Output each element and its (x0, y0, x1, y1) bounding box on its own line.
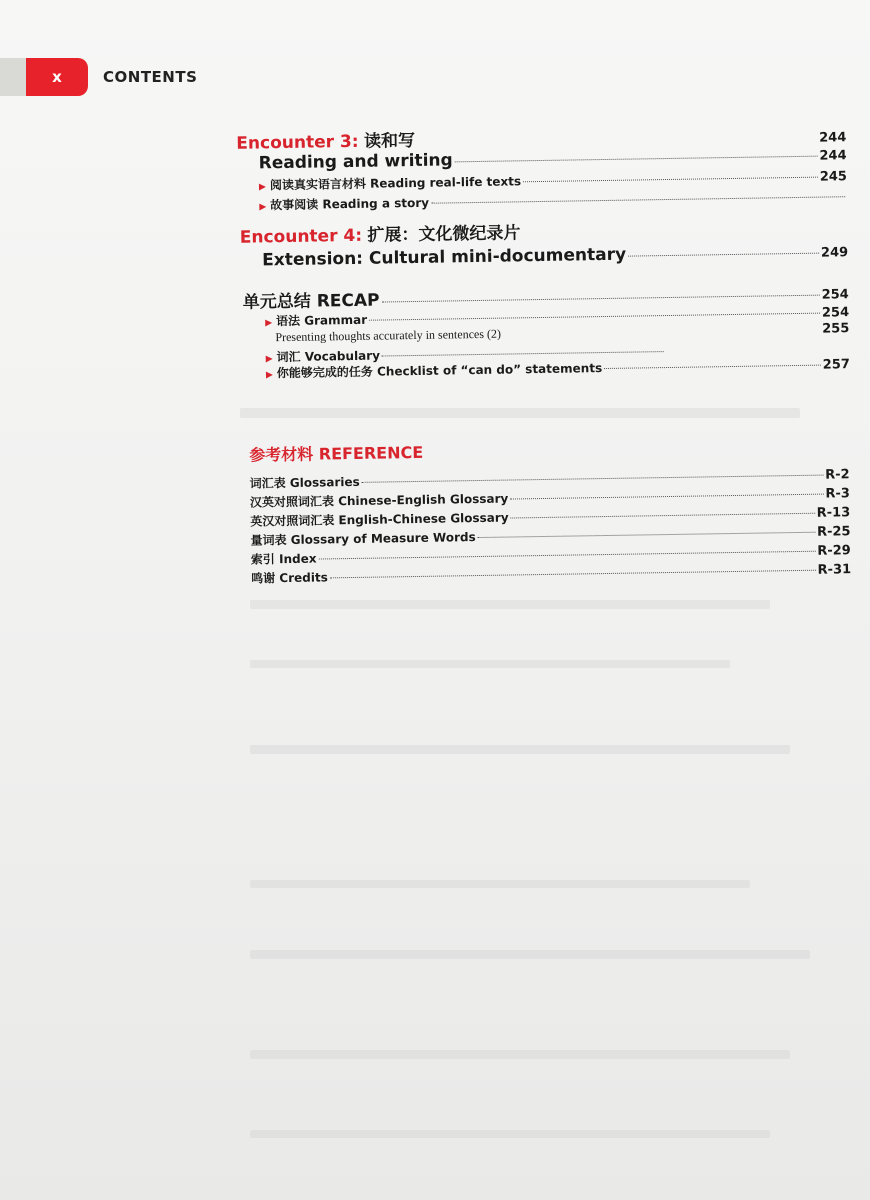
dot-leader (510, 494, 823, 500)
toc-entry-label: 索引 Index (250, 551, 317, 567)
encounter-3-title-cn: 读和写 (363, 130, 416, 152)
toc-entry-label: Reading and writing (258, 150, 453, 174)
toc-entry-label: 阅读真实语言材料 Reading real-life texts (269, 174, 522, 193)
dot-leader (382, 295, 820, 303)
toc-page-number: 244 (819, 130, 847, 146)
toc-page-number: R-13 (816, 505, 851, 521)
dot-leader (523, 177, 818, 183)
recap-heading: 单元总结 RECAP (242, 290, 380, 313)
toc-entry-label: Extension: Cultural mini-documentary (262, 244, 627, 271)
dot-leader (362, 475, 823, 483)
reference-heading: 参考材料 REFERENCE (249, 442, 424, 465)
dot-leader (604, 365, 821, 369)
toc-page-number: R-25 (816, 524, 851, 540)
toc-entry-label: Presenting thoughts accurately in sentences (2) (275, 326, 502, 345)
toc-entry-label: 量词表 Glossary of Measure Words (250, 530, 476, 548)
dot-leader (455, 156, 818, 163)
encounter-4-title-cn: 扩展：文化微纪录片 (367, 223, 521, 246)
dot-leader (511, 513, 815, 519)
page-number-tab (26, 58, 88, 96)
bullet-icon: ▶ (265, 318, 273, 329)
encounter-3-heading (236, 126, 415, 154)
toc-page-number: 255 (822, 321, 850, 337)
toc-page-number: 254 (821, 305, 850, 321)
bullet-icon: ▶ (258, 182, 267, 193)
toc-entry-label: 语法 Grammar (275, 312, 368, 329)
dot-leader (330, 570, 816, 579)
page-number: x (52, 68, 62, 86)
toc-page-number: 254 (821, 287, 849, 303)
toc-entry-label: 汉英对照词汇表 Chinese-English Glossary (249, 491, 509, 510)
toc-page-number: 249 (820, 245, 849, 261)
dot-leader (319, 551, 816, 560)
encounter-4-prefix: Encounter 4: (239, 225, 363, 248)
toc-entry-label: 英汉对照词汇表 English-Chinese Glossary (250, 510, 509, 529)
toc-page-number: R-3 (825, 486, 851, 502)
toc-page-number: 244 (819, 148, 847, 164)
dot-leader (369, 313, 820, 321)
page-header (0, 58, 300, 96)
toc-entry-label: 词汇表 Glossaries (249, 474, 360, 491)
dot-leader (628, 253, 819, 257)
toc-page-number: R-31 (817, 562, 852, 578)
section-title: CONTENTS (103, 68, 198, 86)
bullet-icon: ▶ (265, 370, 273, 381)
toc-entry-label: 故事阅读 Reading a story (270, 195, 430, 213)
encounter-3-prefix: Encounter 3: (236, 131, 359, 154)
toc-page-number: R-29 (817, 543, 851, 559)
toc-page-number: R-2 (825, 467, 850, 483)
dot-leader (382, 351, 664, 356)
dot-leader (431, 196, 845, 204)
encounter-4-heading (240, 218, 521, 247)
dot-leader (478, 532, 815, 538)
toc-page-number: 245 (819, 169, 848, 185)
toc-entry-label: 你能够完成的任务 Checklist of “can do” statements (276, 361, 603, 381)
toc-entry-label: 鸣谢 Credits (251, 570, 328, 586)
page-edge-strip (0, 58, 28, 96)
bullet-icon: ▶ (259, 202, 267, 213)
bullet-icon: ▶ (265, 354, 273, 365)
toc-page-number: 257 (822, 357, 850, 373)
toc-entry-label: 词汇 Vocabulary (276, 348, 381, 365)
